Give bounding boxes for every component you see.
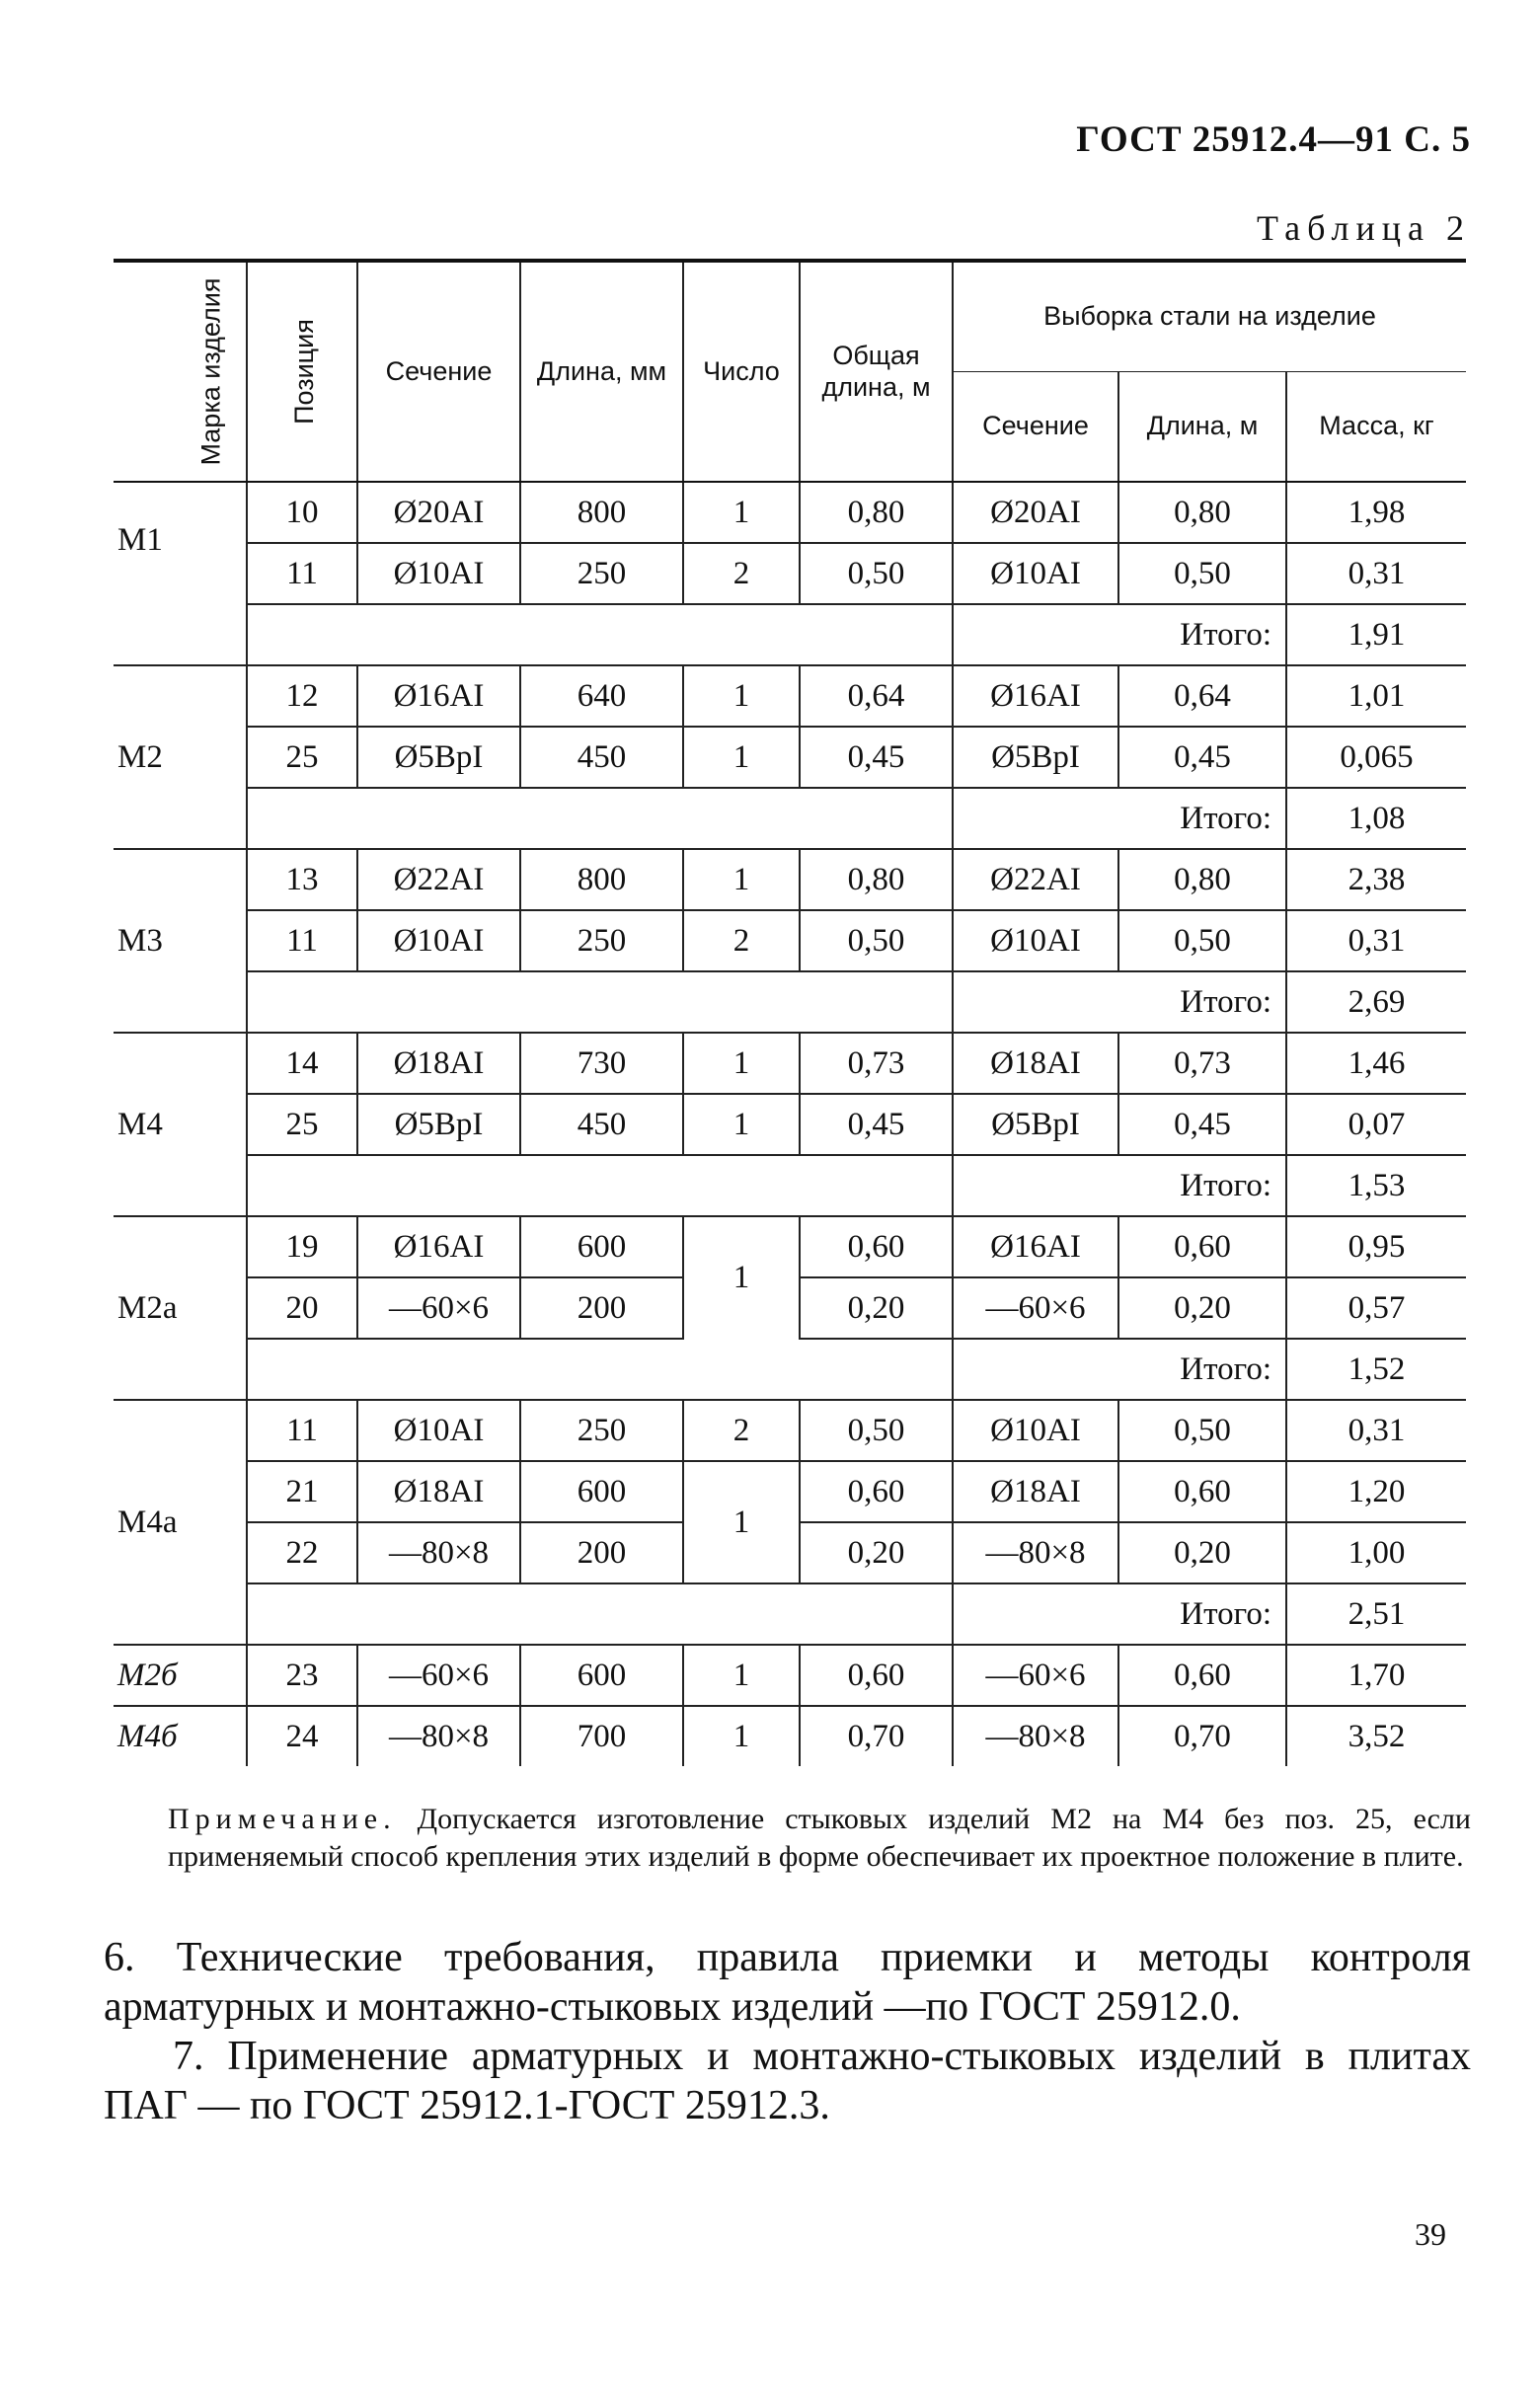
total-cell: 0,50 xyxy=(800,1400,953,1461)
section-cell: —60×6 xyxy=(357,1277,520,1339)
sel-length-cell: 0,50 xyxy=(1118,1400,1286,1461)
total-cell: 0,20 xyxy=(800,1277,953,1339)
sel-length-cell: 0,64 xyxy=(1118,665,1286,727)
section-cell: Ø10AI xyxy=(357,910,520,971)
sel-length-cell: 0,60 xyxy=(1118,1461,1286,1522)
section-cell: Ø18AI xyxy=(357,1033,520,1094)
pos-cell: 20 xyxy=(247,1277,357,1339)
total-cell: 0,20 xyxy=(800,1522,953,1583)
paragraph-6: 6. Технические требования, правила приемки и методы контроля арматурных и монтажно-стыковых изделий —по ГОСТ 25912.0. xyxy=(104,1935,1471,2030)
page-number: 39 xyxy=(1415,2216,1446,2252)
pos-cell: 13 xyxy=(247,849,357,910)
note-label: Примечание. xyxy=(168,1803,397,1835)
pos-cell: 25 xyxy=(247,727,357,788)
length-cell: 730 xyxy=(520,1033,683,1094)
count-cell: 1 xyxy=(683,1461,800,1583)
count-cell: 1 xyxy=(683,849,800,910)
paragraph-7: 7. Применение арматурных и монтажно-стыковых изделий в плитах ПАГ — по ГОСТ 25912.1-ГОСТ 25912.3. xyxy=(104,2034,1471,2128)
col-mark: Марка изделия xyxy=(114,261,247,482)
mark-cell: M3 xyxy=(114,849,247,1033)
mark-cell: M1 xyxy=(114,482,247,665)
section-cell: —80×8 xyxy=(357,1706,520,1766)
total-label: Итого: xyxy=(953,604,1286,665)
sel-section-cell: Ø18AI xyxy=(953,1461,1118,1522)
count-cell: 1 xyxy=(683,482,800,543)
count-cell: 1 xyxy=(683,1094,800,1155)
mass-cell: 3,52 xyxy=(1286,1706,1466,1766)
mass-cell: 2,38 xyxy=(1286,849,1466,910)
mass-cell: 1,98 xyxy=(1286,482,1466,543)
group-total: 1,53 xyxy=(1286,1155,1466,1216)
length-cell: 600 xyxy=(520,1461,683,1522)
sel-section-cell: —60×6 xyxy=(953,1645,1118,1706)
mass-cell: 0,31 xyxy=(1286,910,1466,971)
sel-length-cell: 0,50 xyxy=(1118,543,1286,604)
total-cell: 0,60 xyxy=(800,1645,953,1706)
pos-cell: 11 xyxy=(247,543,357,604)
sel-section-cell: Ø10AI xyxy=(953,910,1118,971)
count-cell: 1 xyxy=(683,1706,800,1766)
table-caption: Таблица 2 xyxy=(1257,208,1471,248)
group-total: 2,69 xyxy=(1286,971,1466,1033)
mark-cell: M2б xyxy=(114,1645,247,1706)
pos-cell: 21 xyxy=(247,1461,357,1522)
total-cell: 0,70 xyxy=(800,1706,953,1766)
sel-length-cell: 0,80 xyxy=(1118,482,1286,543)
mark-cell: M2a xyxy=(114,1216,247,1400)
section-cell: Ø16AI xyxy=(357,1216,520,1277)
count-cell: 1 xyxy=(683,1216,800,1339)
mass-cell: 1,00 xyxy=(1286,1522,1466,1583)
sel-length-cell: 0,70 xyxy=(1118,1706,1286,1766)
pos-cell: 24 xyxy=(247,1706,357,1766)
sel-section-cell: Ø16AI xyxy=(953,665,1118,727)
col-total-length: Общая длина, м xyxy=(800,261,953,482)
sel-section-cell: —80×8 xyxy=(953,1706,1118,1766)
length-cell: 800 xyxy=(520,849,683,910)
sel-length-cell: 0,50 xyxy=(1118,910,1286,971)
count-cell: 2 xyxy=(683,543,800,604)
sel-section-cell: Ø16AI xyxy=(953,1216,1118,1277)
section-cell: Ø5BpI xyxy=(357,1094,520,1155)
sel-length-cell: 0,73 xyxy=(1118,1033,1286,1094)
length-cell: 640 xyxy=(520,665,683,727)
pos-cell: 10 xyxy=(247,482,357,543)
col-position: Позиция xyxy=(247,261,357,482)
sel-section-cell: Ø5BpI xyxy=(953,727,1118,788)
note-text: Допускается изготовление стыковых изделий M2 на M4 без поз. 25, если применяемый способ крепления этих изделий в форме обеспечивает их проектное положение в плите. xyxy=(168,1803,1471,1873)
length-cell: 600 xyxy=(520,1645,683,1706)
count-cell: 2 xyxy=(683,910,800,971)
pos-cell: 25 xyxy=(247,1094,357,1155)
sel-section-cell: Ø10AI xyxy=(953,543,1118,604)
total-label: Итого: xyxy=(953,1339,1286,1400)
mass-cell: 0,31 xyxy=(1286,1400,1466,1461)
sel-section-cell: Ø5BpI xyxy=(953,1094,1118,1155)
col-sel-mass: Масса, кг xyxy=(1286,372,1466,483)
total-label: Итого: xyxy=(953,1155,1286,1216)
sel-length-cell: 0,45 xyxy=(1118,1094,1286,1155)
sel-section-cell: —60×6 xyxy=(953,1277,1118,1339)
length-cell: 800 xyxy=(520,482,683,543)
sel-length-cell: 0,80 xyxy=(1118,849,1286,910)
total-label: Итого: xyxy=(953,1583,1286,1645)
mass-cell: 0,57 xyxy=(1286,1277,1466,1339)
section-cell: Ø16AI xyxy=(357,665,520,727)
total-cell: 0,64 xyxy=(800,665,953,727)
section-cell: Ø18AI xyxy=(357,1461,520,1522)
sel-length-cell: 0,60 xyxy=(1118,1645,1286,1706)
sel-length-cell: 0,45 xyxy=(1118,727,1286,788)
sel-section-cell: Ø22AI xyxy=(953,849,1118,910)
pos-cell: 22 xyxy=(247,1522,357,1583)
section-cell: Ø20AI xyxy=(357,482,520,543)
mass-cell: 0,95 xyxy=(1286,1216,1466,1277)
count-cell: 1 xyxy=(683,665,800,727)
col-section: Сечение xyxy=(357,261,520,482)
col-count: Число xyxy=(683,261,800,482)
total-cell: 0,60 xyxy=(800,1216,953,1277)
length-cell: 700 xyxy=(520,1706,683,1766)
sel-length-cell: 0,20 xyxy=(1118,1522,1286,1583)
section-cell: Ø10AI xyxy=(357,543,520,604)
col-sel-length: Длина, м xyxy=(1118,372,1286,483)
total-cell: 0,50 xyxy=(800,543,953,604)
steel-table xyxy=(114,259,1466,1766)
document-header: ГОСТ 25912.4—91 С. 5 xyxy=(1076,119,1471,160)
length-cell: 450 xyxy=(520,1094,683,1155)
group-total: 1,91 xyxy=(1286,604,1466,665)
mass-cell: 0,065 xyxy=(1286,727,1466,788)
length-cell: 200 xyxy=(520,1277,683,1339)
length-cell: 250 xyxy=(520,543,683,604)
col-sel-section: Сечение xyxy=(953,372,1118,483)
pos-cell: 19 xyxy=(247,1216,357,1277)
sel-section-cell: Ø10AI xyxy=(953,1400,1118,1461)
count-cell: 1 xyxy=(683,1033,800,1094)
section-cell: Ø22AI xyxy=(357,849,520,910)
sel-section-cell: —80×8 xyxy=(953,1522,1118,1583)
pos-cell: 11 xyxy=(247,1400,357,1461)
count-cell: 1 xyxy=(683,1645,800,1706)
pos-cell: 23 xyxy=(247,1645,357,1706)
sel-length-cell: 0,60 xyxy=(1118,1216,1286,1277)
group-total: 1,52 xyxy=(1286,1339,1466,1400)
count-cell: 2 xyxy=(683,1400,800,1461)
pos-cell: 11 xyxy=(247,910,357,971)
col-length-mm: Длина, мм xyxy=(520,261,683,482)
total-cell: 0,80 xyxy=(800,849,953,910)
mass-cell: 0,31 xyxy=(1286,543,1466,604)
table-note xyxy=(168,1801,1471,1876)
section-cell: Ø5BpI xyxy=(357,727,520,788)
total-label: Итого: xyxy=(953,971,1286,1033)
col-selection: Выборка стали на изделие xyxy=(953,261,1466,372)
group-total: 1,08 xyxy=(1286,788,1466,849)
total-cell: 0,45 xyxy=(800,727,953,788)
length-cell: 450 xyxy=(520,727,683,788)
mark-cell: M4б xyxy=(117,1718,178,1754)
total-label: Итого: xyxy=(953,788,1286,849)
mark-cell: M4a xyxy=(114,1400,247,1645)
count-cell: 1 xyxy=(683,727,800,788)
total-cell: 0,50 xyxy=(800,910,953,971)
sel-length-cell: 0,20 xyxy=(1118,1277,1286,1339)
length-cell: 250 xyxy=(520,910,683,971)
section-cell: Ø10AI xyxy=(357,1400,520,1461)
pos-cell: 14 xyxy=(247,1033,357,1094)
group-total: 2,51 xyxy=(1286,1583,1466,1645)
length-cell: 600 xyxy=(520,1216,683,1277)
mass-cell: 1,70 xyxy=(1286,1645,1466,1706)
mass-cell: 1,01 xyxy=(1286,665,1466,727)
total-cell: 0,73 xyxy=(800,1033,953,1094)
sel-section-cell: Ø20AI xyxy=(953,482,1118,543)
mark-cell: M2 xyxy=(114,665,247,849)
mark-cell: M4 xyxy=(114,1033,247,1216)
total-cell: 0,60 xyxy=(800,1461,953,1522)
section-cell: —80×8 xyxy=(357,1522,520,1583)
total-cell: 0,80 xyxy=(800,482,953,543)
mass-cell: 0,07 xyxy=(1286,1094,1466,1155)
mass-cell: 1,20 xyxy=(1286,1461,1466,1522)
sel-section-cell: Ø18AI xyxy=(953,1033,1118,1094)
section-cell: —60×6 xyxy=(357,1645,520,1706)
length-cell: 250 xyxy=(520,1400,683,1461)
pos-cell: 12 xyxy=(247,665,357,727)
length-cell: 200 xyxy=(520,1522,683,1583)
total-cell: 0,45 xyxy=(800,1094,953,1155)
mass-cell: 1,46 xyxy=(1286,1033,1466,1094)
